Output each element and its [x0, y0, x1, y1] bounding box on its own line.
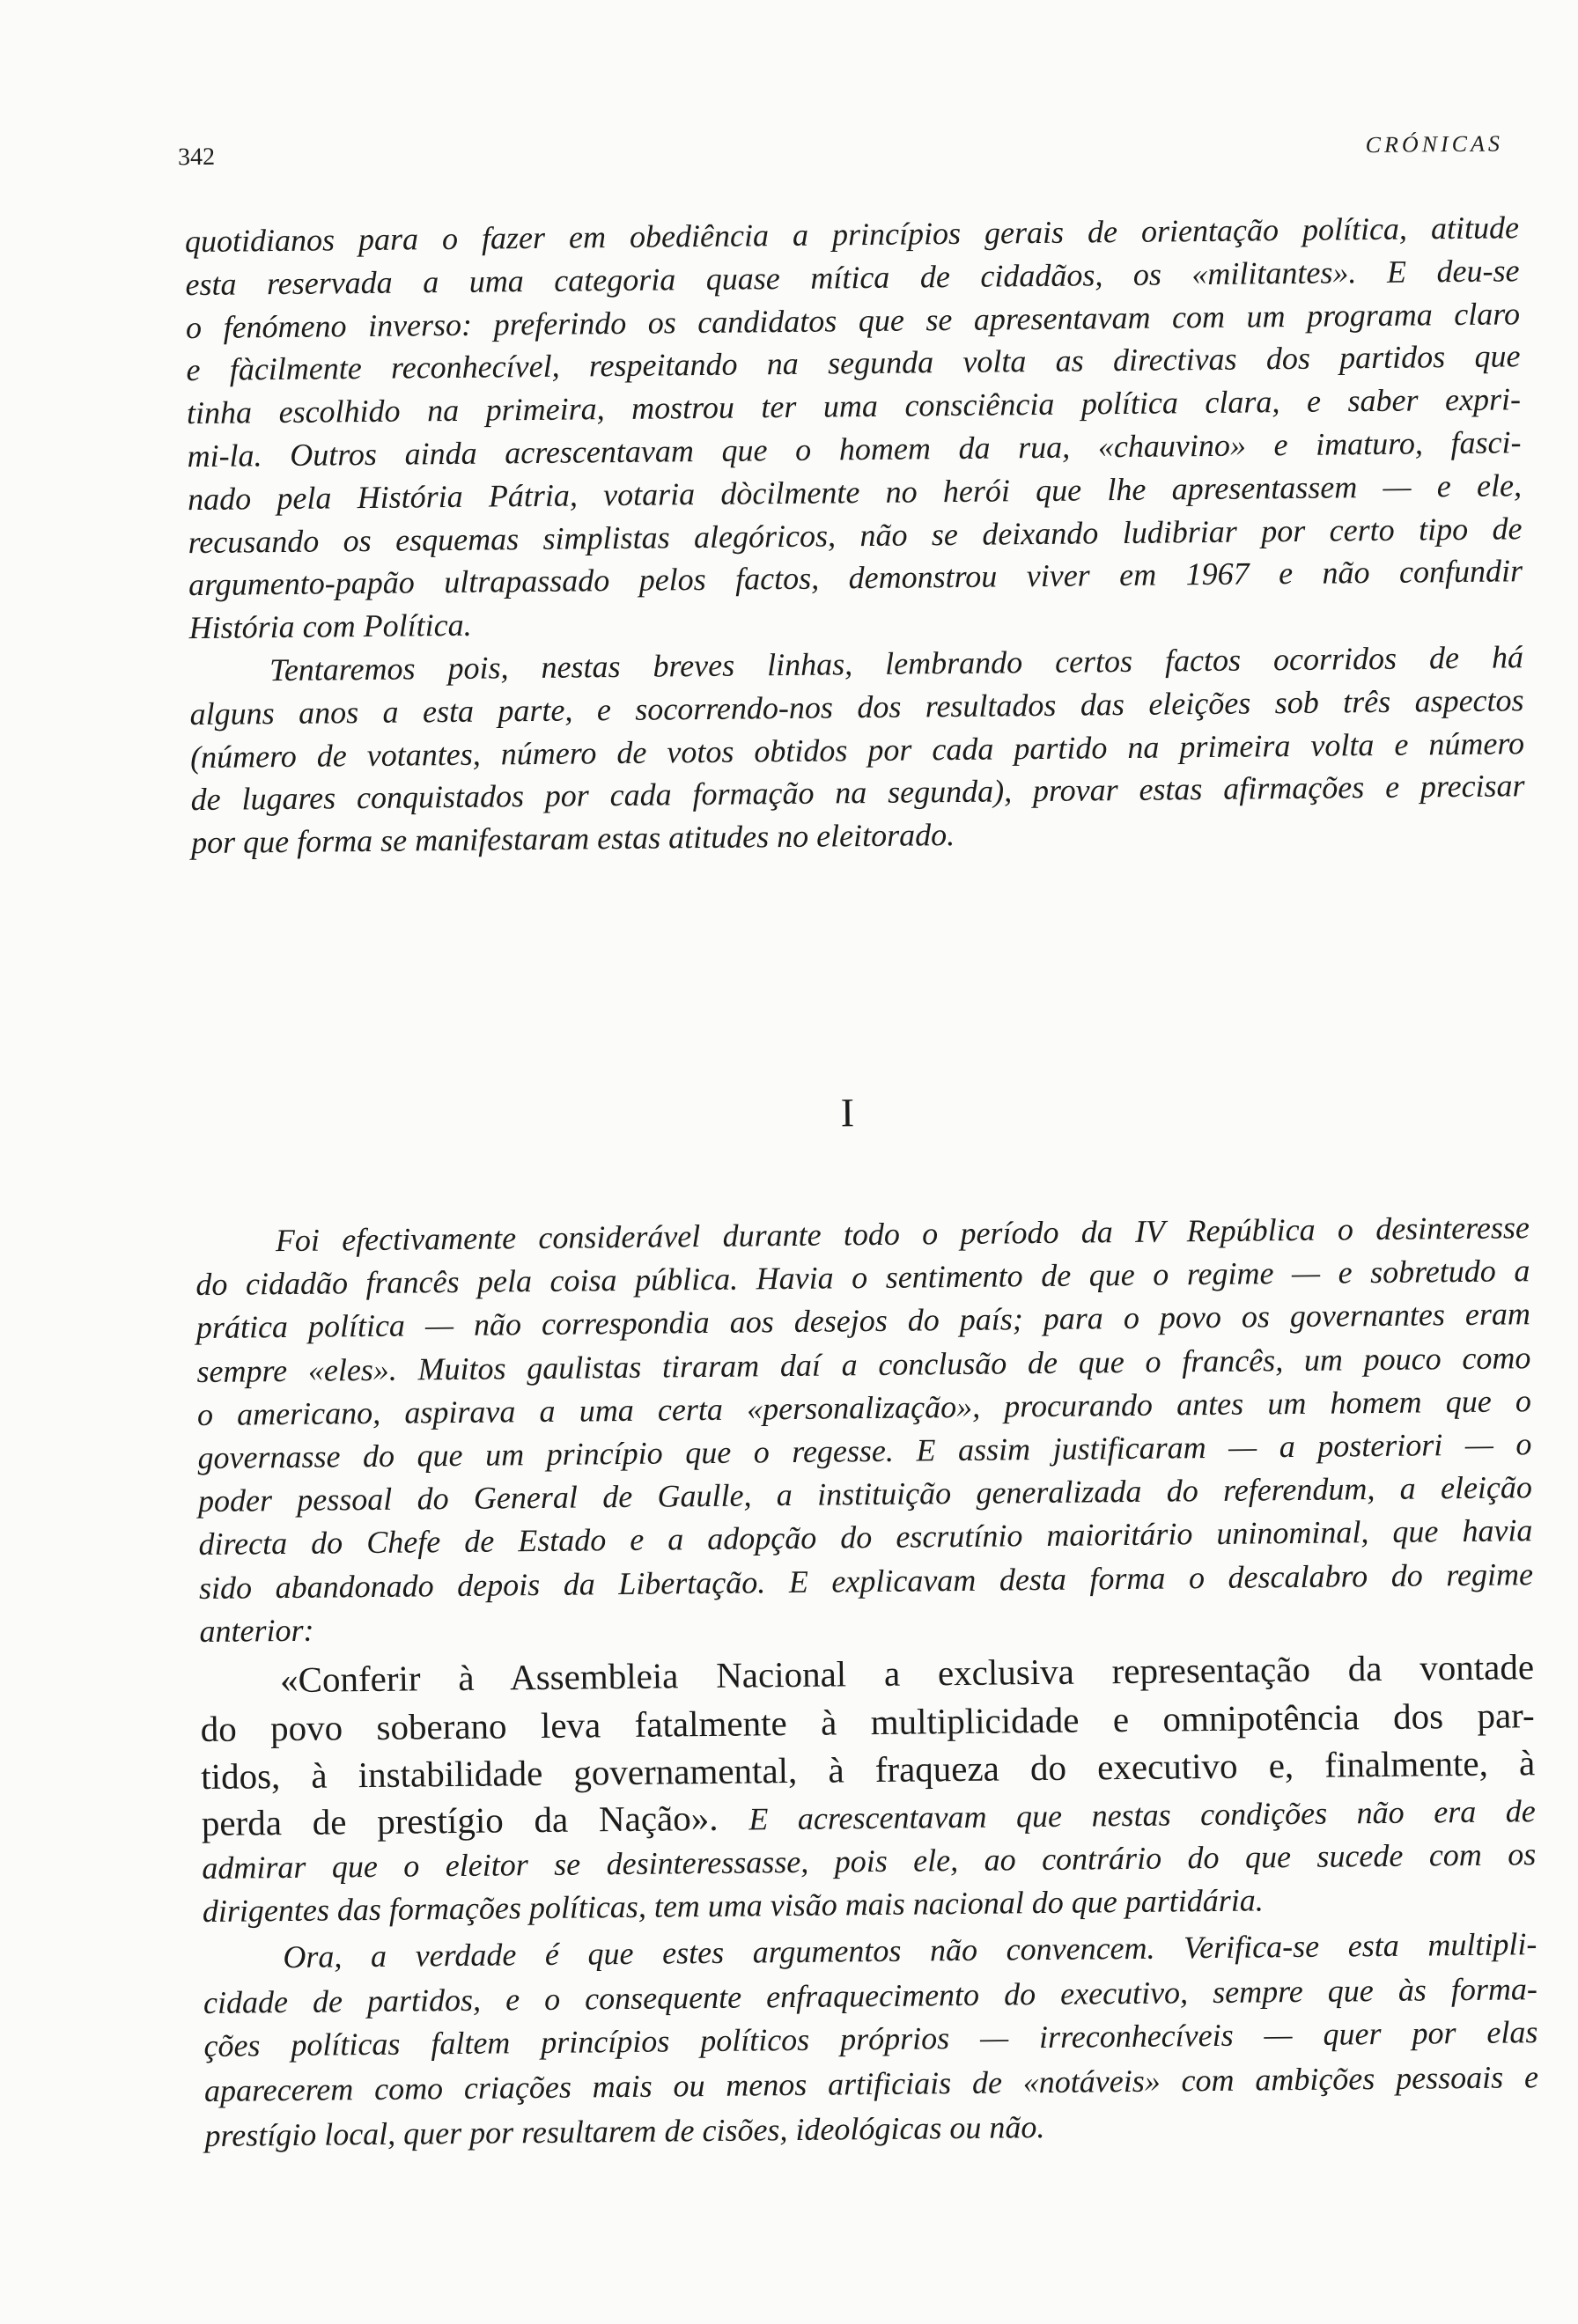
text-line: alguns anos a esta parte, e socorrendo-nos dos resultados das eleições sob três aspectos: [189, 682, 1524, 732]
text-line: Tentaremos pois, nestas breves linhas, lembrando certos factos ocorridos de há: [269, 639, 1524, 688]
text-line: sempre «eles». Muitos gaulistas tiraram daí a conclusão de que o francês, um pouco como: [196, 1340, 1531, 1390]
text-line: prática política — não correspondia aos desejos do país; para o povo os governantes eram: [195, 1296, 1531, 1346]
text-line: argumento-papão ultrapassado pelos factos, demonstrou viver em 1967 e não confundir: [188, 553, 1523, 603]
text-line: ções políticas faltem princípios políticos próprios — irreconhecíveis — quer por elas: [203, 2014, 1538, 2064]
text-line: o americano, aspirava a uma certa «personalização», procurando antes um homem que o: [196, 1383, 1532, 1433]
text-line: o fenómeno inverso: preferindo os candidatos que se apresentavam com um programa claro: [185, 296, 1521, 346]
text-line: prestígio local, quer por resultarem de cisões, ideológicas ou não.: [204, 2109, 1045, 2154]
text-line: recusando os esquemas simplistas alegóricos, não se deixando ludibriar por certo tipo de: [188, 511, 1523, 561]
quote-end: perda de prestígio da Nação».: [201, 1797, 719, 1844]
text-line: História com Política.: [188, 607, 472, 646]
page-number: 342: [177, 143, 216, 172]
section-heading: I: [840, 1090, 855, 1136]
comment-text: E acrescentavam que nestas condições não era de: [748, 1793, 1536, 1837]
text-line: Foi efectivamente considerável durante todo o período da IV República o desinteresse: [275, 1210, 1530, 1259]
quote-line: do povo soberano leva fatalmente à multiplicidade e omnipotência dos par-: [200, 1695, 1535, 1750]
text-line: (número de votantes, número de votos obtidos por cada partido na primeira volta e número: [189, 725, 1525, 776]
text-line: e fàcilmente reconhecível, respeitando na segunda volta as directivas dos partidos que: [186, 338, 1521, 388]
text-line: governasse do que um princípio que o regesse. E assim justificaram — a posteriori — o: [197, 1426, 1532, 1476]
text-line: quotidianos para o fazer em obediência a princípios gerais de orientação política, atitude: [184, 210, 1520, 260]
text-line: mi-la. Outros ainda acrescentavam que o homem da rua, «chauvino» e imaturo, fasci-: [187, 424, 1522, 474]
text-line: por que forma se manifestaram estas atitudes no eleitorado.: [190, 817, 955, 861]
running-title: CRÓNICAS: [1365, 130, 1504, 158]
text-line: de lugares conquistados por cada formação na segunda), provar estas afirmações e precisar: [190, 768, 1525, 818]
text-line: tinha escolhido na primeira, mostrou ter uma consciência política clara, e saber expri-: [186, 381, 1522, 431]
quote-line: «Conferir à Assembleia Nacional a exclusiva representação da vontade: [279, 1646, 1535, 1701]
text-line: nado pela História Pátria, votaria dòcilmente no herói que lhe apresentassem — e ele,: [187, 467, 1523, 518]
text-line: sido abandonado depois da Libertação. E explicavam desta forma o descalabro do regime: [198, 1556, 1534, 1607]
text-line: poder pessoal do General de Gaulle, a instituição generalizada do referendum, a eleição: [197, 1469, 1533, 1519]
text-line: esta reservada a uma categoria quase mítica de cidadãos, os «militantes». E deu-se: [185, 253, 1520, 303]
text-line: dirigentes das formações políticas, tem uma visão mais nacional do que partidária.: [202, 1882, 1264, 1930]
text-line: do cidadão francês pela coisa pública. Havia o sentimento de que o regime — e sobretudo a: [195, 1253, 1530, 1303]
quote-line: tidos, à instabilidade governamental, à fraqueza do executivo e, finalmente, à: [201, 1742, 1536, 1798]
text-line: directa do Chefe de Estado e a adopção do escrutínio maioritário uninominal, que havia: [198, 1512, 1533, 1563]
text-line: cidade de partidos, e o consequente enfraquecimento do executivo, sempre que às forma-: [203, 1971, 1538, 2021]
text-line: Ora, a verdade é que estes argumentos não convencem. Verifica-se esta multipli-: [283, 1926, 1537, 1975]
text-line: aparecerem como criações mais ou menos artificiais de «notáveis» com ambições pessoais e: [203, 2059, 1539, 2109]
text-line: anterior:: [199, 1612, 314, 1650]
text-line: admirar que o eleitor se desinteressasse, pois ele, ao contrário do que sucede com os: [202, 1836, 1537, 1886]
